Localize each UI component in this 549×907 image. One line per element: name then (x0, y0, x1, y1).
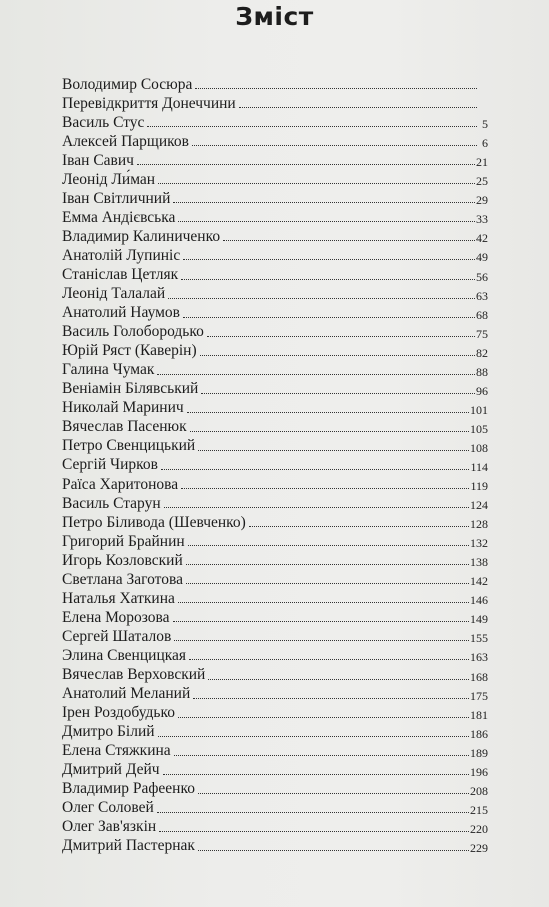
toc-entry-name: Іван Савич (62, 151, 134, 169)
toc-entry-name: Николай Маринич (62, 399, 184, 417)
toc-entry-name: Юрій Ряст (Каверін) (62, 342, 197, 360)
toc-entry-name: Дмитрий Пастернак (62, 837, 195, 855)
toc-entry-page: 128 (470, 517, 488, 532)
toc-entry-page: 5 (482, 117, 488, 132)
toc-entry-name: Элина Свенцицкая (62, 646, 187, 664)
dot-leader (178, 601, 469, 603)
toc-entry-page: 25 (476, 174, 488, 189)
toc-entry (62, 321, 488, 340)
toc-entry-page: 229 (470, 840, 488, 855)
toc-entry-name: Василь Голобородько (62, 323, 204, 341)
dot-leader (198, 849, 469, 851)
dot-leader (158, 735, 469, 737)
dot-leader (137, 163, 475, 165)
toc-entry-name: Анатолій Лупиніс (62, 246, 181, 264)
dot-leader (183, 316, 475, 318)
dot-leader (159, 830, 469, 832)
toc-entry (62, 663, 488, 682)
toc-entry (62, 73, 488, 92)
toc-entry (62, 683, 488, 702)
dot-leader (188, 544, 469, 546)
dot-leader (161, 468, 470, 470)
toc-entry-page: 215 (470, 802, 488, 817)
dot-leader (174, 754, 469, 756)
toc-entry (62, 435, 488, 454)
toc-entry (62, 530, 488, 549)
dot-leader (223, 239, 475, 241)
toc-entry-page: 108 (470, 440, 488, 455)
toc-entry-page: 88 (476, 364, 488, 379)
dot-leader (181, 278, 475, 280)
toc-entry (62, 244, 488, 263)
toc-entry (62, 816, 488, 835)
toc-entry (62, 340, 488, 359)
toc-entry-name: Василь Стус (62, 113, 145, 131)
toc-entry-page: 181 (470, 707, 488, 722)
toc-entry-name: Сергій Чирков (62, 456, 158, 474)
dot-leader (198, 449, 469, 451)
toc-entry-page: 6 (482, 136, 488, 151)
dot-leader (157, 811, 469, 813)
toc-entry (62, 168, 488, 187)
toc-entry-page: 142 (470, 574, 488, 589)
toc-entry-name: Володимир Сосюра (62, 75, 193, 93)
toc-entry-page: 42 (476, 231, 488, 246)
dot-leader (181, 487, 469, 489)
toc-entry (62, 835, 488, 854)
toc-entry-name: Алексей Парщиков (62, 132, 189, 150)
toc-entry-page: 220 (470, 821, 488, 836)
toc-entry-name: Петро Свенцицький (62, 437, 196, 455)
toc-entry (62, 778, 488, 797)
toc-entry-page: 163 (470, 650, 488, 665)
toc-entry-name: Ірен Роздобудько (62, 704, 175, 722)
toc-entry (62, 149, 488, 168)
toc-entry (62, 302, 488, 321)
toc-entry-name: Василь Старун (62, 494, 161, 512)
dot-leader (195, 87, 477, 89)
toc-entry (62, 378, 488, 397)
toc-entry-page: 75 (476, 326, 488, 341)
toc-entry (62, 92, 488, 111)
toc-entry-name: Владимир Калиниченко (62, 227, 221, 245)
toc-entry (62, 549, 488, 568)
toc-entry (62, 187, 488, 206)
dot-leader (157, 373, 475, 375)
dot-leader (200, 354, 475, 356)
toc-entry (62, 492, 488, 511)
toc-entry-name: Елена Стяжкина (62, 742, 171, 760)
dot-leader (158, 182, 475, 184)
toc-entry-page: 82 (476, 345, 488, 360)
toc-entry-name: Леонід Талалай (62, 285, 166, 303)
toc-entry-name: Вячеслав Верховский (62, 666, 206, 683)
dot-leader (186, 563, 469, 565)
dot-leader (178, 716, 469, 718)
toc-entry-name: Дмитро Білий (62, 723, 155, 741)
dot-leader (239, 106, 477, 108)
toc-entry-name: Вячеслав Пасенюк (62, 418, 187, 436)
toc-entry-page: 68 (476, 307, 488, 322)
toc-entry-page: 33 (476, 212, 488, 227)
dot-leader (183, 258, 475, 260)
toc-entry-name: Елена Морозова (62, 608, 170, 626)
toc-entry-page: 149 (470, 612, 488, 627)
toc-entry-page: 168 (470, 669, 488, 684)
dot-leader (163, 773, 469, 775)
toc-entry-page: 63 (476, 288, 488, 303)
toc-entry-page: 96 (476, 383, 488, 398)
toc-entry (62, 644, 488, 663)
toc-entry-name: Игорь Козловский (62, 551, 183, 569)
toc-entry-page: 105 (470, 421, 488, 436)
toc-entry (62, 111, 488, 130)
toc-entry (62, 740, 488, 759)
toc-entry-name: Светлана Заготова (62, 570, 183, 588)
toc-entry-name: Перевідкриття Донеччини (62, 94, 236, 112)
dot-leader (173, 620, 469, 622)
toc-entry-page: 29 (476, 193, 488, 208)
toc-entry-name: Анатолий Наумов (62, 304, 180, 322)
dot-leader (190, 430, 469, 432)
toc-entry (62, 606, 488, 625)
toc-entry-name: Галина Чумак (62, 361, 155, 379)
toc-entry-page: 196 (470, 764, 488, 779)
dot-leader (189, 658, 469, 660)
toc-entry-page: 21 (476, 155, 488, 170)
dot-leader (207, 335, 475, 337)
toc-entry-name: Веніамін Білявський (62, 380, 199, 398)
toc-entry-page: 186 (470, 726, 488, 741)
toc-entry-name: Григорий Брайнин (62, 532, 185, 550)
toc-entry-page: 208 (470, 783, 488, 798)
toc-entry-name: Сергей Шаталов (62, 627, 172, 645)
dot-leader (174, 639, 469, 641)
toc-entry-name: Дмитрий Дейч (62, 761, 160, 779)
toc-entry-name: Емма Андієвська (62, 208, 176, 226)
toc-entry (62, 473, 488, 492)
toc-entry (62, 263, 488, 282)
dot-leader (164, 506, 469, 508)
toc-entry-page: 155 (470, 631, 488, 646)
toc-entry-name: Наталья Хаткина (62, 589, 175, 607)
toc-entry (62, 625, 488, 644)
toc-entry (62, 225, 488, 244)
dot-leader (208, 678, 469, 680)
dot-leader (198, 792, 469, 794)
toc-entry-page: 189 (470, 745, 488, 760)
dot-leader (187, 411, 469, 413)
toc-entry-name: Петро Біливода (Шевченко) (62, 513, 246, 531)
toc-entry (62, 511, 488, 530)
toc-entry-page: 114 (470, 459, 488, 474)
toc-entry-name: Іван Світличний (62, 189, 171, 207)
toc-entry (62, 702, 488, 721)
toc-entry (62, 130, 488, 149)
dot-leader (173, 201, 475, 203)
dot-leader (192, 144, 477, 146)
toc-entry-page: 132 (470, 536, 488, 551)
toc-entry-page: 146 (470, 593, 488, 608)
dot-leader (186, 582, 469, 584)
dot-leader (168, 297, 475, 299)
toc-entry (62, 359, 488, 378)
toc-entry-name: Раїса Харитонова (62, 475, 179, 493)
toc-entry (62, 206, 488, 225)
toc-entry-page: 101 (470, 402, 488, 417)
dot-leader (249, 525, 469, 527)
toc-entry-name: Владимир Рафеенко (62, 780, 195, 798)
toc-entry (62, 397, 488, 416)
toc-entry (62, 568, 488, 587)
toc-entry-page: 56 (476, 269, 488, 284)
toc-entry (62, 283, 488, 302)
toc-entry (62, 759, 488, 778)
table-of-contents (62, 73, 488, 854)
toc-entry (62, 797, 488, 816)
toc-entry-name: Анатолий Меланий (62, 685, 191, 703)
dot-leader (193, 697, 469, 699)
dot-leader (201, 392, 475, 394)
dot-leader (147, 125, 477, 127)
toc-entry-name: Олег Зав'язкін (62, 818, 157, 836)
dot-leader (178, 220, 475, 222)
toc-entry-name: Олег Соловей (62, 799, 154, 817)
toc-entry (62, 587, 488, 606)
toc-entry-page: 119 (470, 479, 488, 494)
toc-entry-page: 138 (470, 555, 488, 570)
toc-entry-name: Станіслав Цетляк (62, 266, 179, 284)
toc-entry (62, 721, 488, 740)
page-title: Зміст (235, 2, 314, 31)
toc-entry-page: 49 (476, 250, 488, 265)
toc-entry (62, 416, 488, 435)
toc-entry-page: 175 (470, 688, 488, 703)
toc-entry-page: 124 (470, 498, 488, 513)
toc-entry-name: Леонід Ли́ман (62, 170, 156, 188)
toc-entry (62, 454, 488, 473)
